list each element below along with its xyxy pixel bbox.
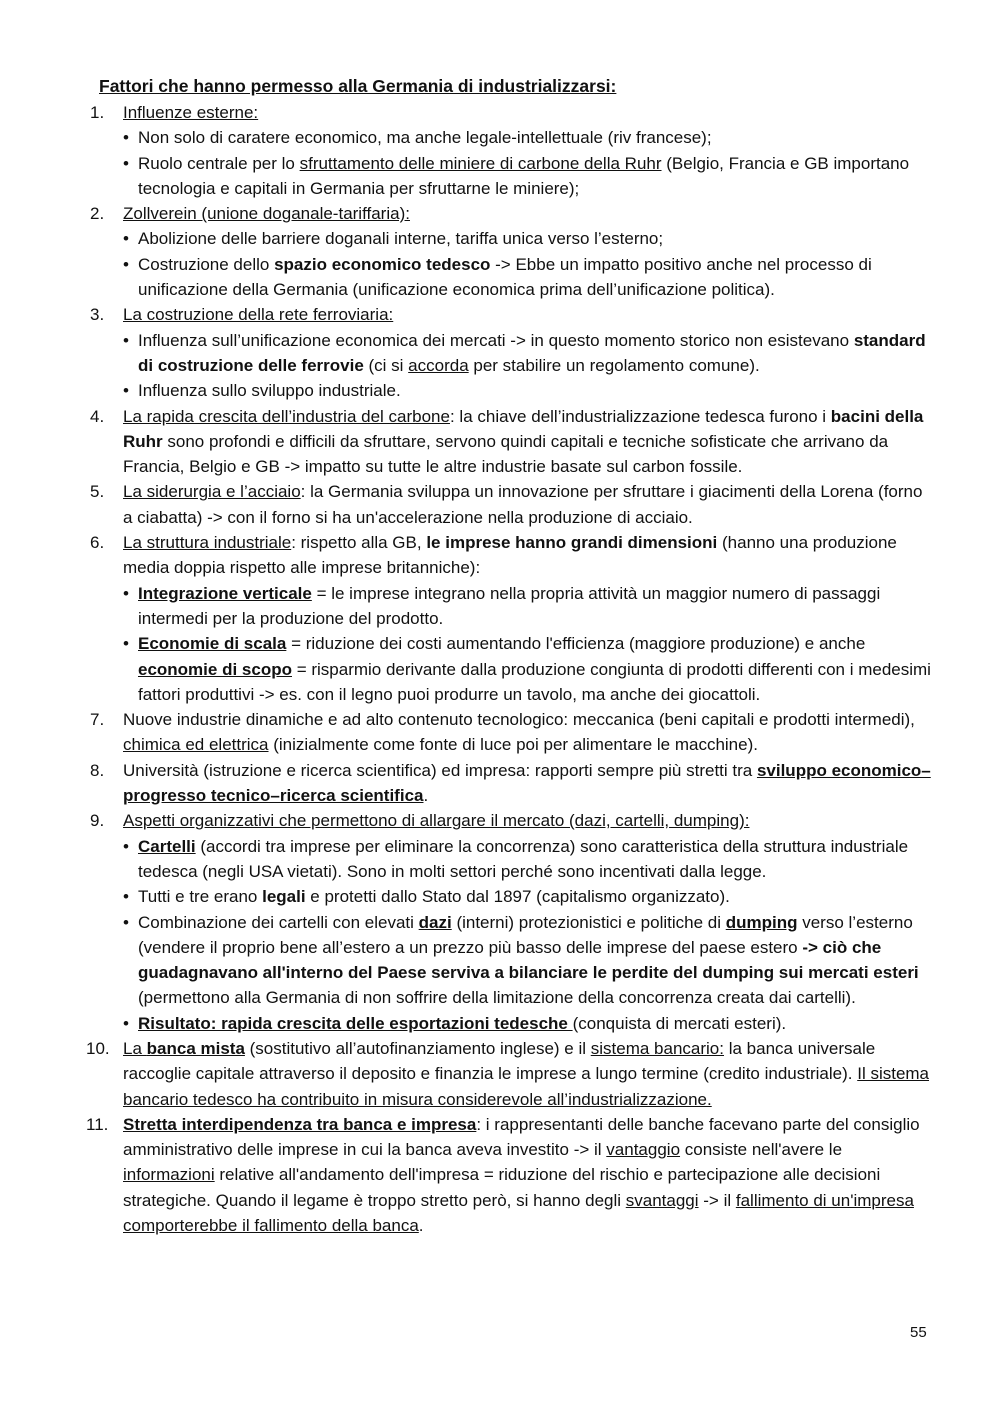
- bullet-icon: •: [123, 330, 129, 350]
- list-item-11: 11. Stretta interdipendenza tra banca e impresa: i rappresentanti delle banche facevano parte del consiglio amministrativo delle imprese in cui la banca aveva investito -> il vantaggio consiste nell'avere le informazioni relative all'andamento dell'impresa = riduzione del rischio e partecipazione alle decisioni strategiche. Quando il legame è troppo stretto però, si hanno degli svantaggi -> il fallimento di un'impresa comporterebbe il fallimento della banca.: [90, 1112, 935, 1238]
- list-number: 1.: [90, 103, 105, 122]
- bullet-item: • Integrazione verticale = le imprese integrano nella propria attività un maggior numero di passaggi intermedi per la produzione del prodotto.: [123, 581, 935, 632]
- item-heading: La costruzione della rete ferroviaria:: [123, 305, 394, 325]
- list-number: 3.: [90, 305, 105, 325]
- bullet-list: [123, 834, 935, 1036]
- bullet-icon: •: [123, 153, 129, 173]
- bullet-icon: •: [123, 887, 129, 907]
- bullet-item: • Non solo di caratere economico, ma anche legale-intellettuale (riv francese);: [123, 125, 935, 150]
- item-heading: Aspetti organizzativi che permettono di allargare il mercato (dazi, cartelli, dumping):: [123, 811, 750, 831]
- list-item-9: [90, 808, 935, 1036]
- bullet-icon: •: [123, 381, 129, 401]
- list-number: 10.: [86, 1038, 110, 1058]
- list-number: 8.: [90, 760, 105, 780]
- bullet-icon: •: [123, 229, 129, 249]
- bullet-item: • Cartelli (accordi tra imprese per eliminare la concorrenza) sono caratteristica della struttura industriale tedesca (negli USA vietati). Sono in molti settori perché sono incentivati dalla legge.: [123, 834, 935, 885]
- bullet-item: • Risultato: rapida crescita delle esportazioni tedesche (conquista di mercati esteri).: [123, 1011, 935, 1036]
- list-number: 2.: [90, 204, 105, 224]
- list-item-10: 10. La banca mista (sostitutivo all’autofinanziamento inglese) e il sistema bancario: la banca universale raccoglie capitale attraverso il deposito e finanzia le imprese a lungo termine (credito industriale). Il sistema bancario tedesco ha contribuito in misura considerevole all’industrializzazione.: [90, 1036, 935, 1112]
- item-heading: Zollverein (unione doganale-tariffaria):: [123, 204, 410, 224]
- list-item-3: [90, 302, 935, 403]
- bullet-item: • Abolizione delle barriere doganali interne, tariffa unica verso l’esterno;: [123, 226, 935, 251]
- list-number: 11.: [86, 1114, 109, 1134]
- bullet-item: • Influenza sullo sviluppo industriale.: [123, 378, 935, 403]
- list-number: 4.: [90, 406, 105, 426]
- bullet-icon: •: [123, 836, 129, 856]
- bullet-icon: •: [123, 128, 129, 148]
- bullet-item: • Ruolo centrale per lo sfruttamento delle miniere di carbone della Ruhr (Belgio, Francia e GB importano tecnologia e capitali in Germania per sfruttarne le miniere);: [123, 151, 935, 202]
- list-item-5: 5. La siderurgia e l’acciaio: la Germania sviluppa un innovazione per sfruttare i giacimenti della Lorena (forno a ciabatta) -> con il forno si ha un'accelerazione nella produzione di acciaio.: [90, 479, 935, 530]
- list-item-4: 4. La rapida crescita dell’industria del carbone: la chiave dell’industrializzazione tedesca furono i bacini della Ruhr sono profondi e difficili da sfruttare, servono quindi capitali e tecniche sofisticate che arrivano da Francia, Belgio e GB -> impatto su tutte le altre industrie basate sul carbon fossile.: [90, 404, 935, 480]
- bullet-icon: •: [123, 254, 129, 274]
- item-heading: Influenze esterne:: [123, 103, 259, 122]
- list-item-2: [90, 201, 935, 302]
- page-number: 55: [910, 1324, 927, 1341]
- bullet-item: • Tutti e tre erano legali e protetti dallo Stato dal 1897 (capitalismo organizzato).: [123, 884, 935, 909]
- list-item-6: 6. La struttura industriale: rispetto alla GB, le imprese hanno grandi dimensioni (hanno una produzione media doppia rispetto alle imprese britanniche): • Integrazione verticale = le imprese integrano nella propria attività un maggior numero di passaggi intermedi per la produzione del prodotto. • Economie di scala = riduzione dei costi aumentando l'efficienza (maggiore produzione) e anche economie di scopo = risparmio derivante dalla produzione congiunta di prodotti differenti con i medesimi fattori produttivi -> es. con il legno puoi produrre un tavolo, ma anche dei giocattoli.: [90, 530, 935, 707]
- bullet-icon: •: [123, 1013, 129, 1033]
- list-number: 7.: [90, 710, 105, 730]
- list-item-8: 8. Università (istruzione e ricerca scientifica) ed impresa: rapporti sempre più stretti tra sviluppo economico–progresso tecnico–ricerca scientifica.: [90, 758, 935, 809]
- list-number: 5.: [90, 482, 105, 502]
- list-number: 6.: [90, 533, 105, 553]
- bullet-icon: •: [123, 634, 129, 654]
- list-item-7: 7. Nuove industrie dinamiche e ad alto contenuto tecnologico: meccanica (beni capitali e prodotti intermedi), chimica ed elettrica (inizialmente come fonte di luce poi per alimentare le macchine).: [90, 707, 935, 758]
- bullet-item: • Economie di scala = riduzione dei costi aumentando l'efficienza (maggiore produzione) e anche economie di scopo = risparmio derivante dalla produzione congiunta di prodotti differenti con i medesimi fattori produttivi -> es. con il legno puoi produrre un tavolo, ma anche dei giocattoli.: [123, 631, 935, 707]
- bullet-item: • Influenza sull’unificazione economica dei mercati -> in questo momento storico non esistevano standard di costruzione delle ferrovie (ci si accorda per stabilire un regolamento comune).: [123, 328, 935, 379]
- list-item-1: [90, 100, 935, 201]
- factor-list: [86, 100, 935, 1238]
- bullet-list: [123, 581, 935, 707]
- bullet-icon: •: [123, 583, 129, 603]
- bullet-icon: •: [123, 912, 129, 932]
- bullet-list: [123, 125, 935, 201]
- bullet-item: • Combinazione dei cartelli con elevati dazi (interni) protezionistici e politiche di dumping verso l’esterno (vendere il proprio bene all’estero a un prezzo più basso delle imprese del paese estero -> ciò che guadagnavano all'interno del Paese serviva a bilanciare le perdite del dumping sui mercati esteri (permettono alla Germania di non soffrire della limitazione della concorrenza creata dai cartelli).: [123, 910, 935, 1011]
- list-number: 9.: [90, 811, 105, 831]
- page-title: Fattori che hanno permesso alla Germania di industrializzarsi:: [99, 76, 617, 96]
- bullet-list: [123, 328, 935, 404]
- bullet-list: [123, 226, 935, 302]
- bullet-item: • Costruzione dello spazio economico tedesco -> Ebbe un impatto positivo anche nel processo di unificazione della Germania (unificazione economica prima dell’unificazione politica).: [123, 252, 935, 303]
- page-content: [86, 73, 935, 1238]
